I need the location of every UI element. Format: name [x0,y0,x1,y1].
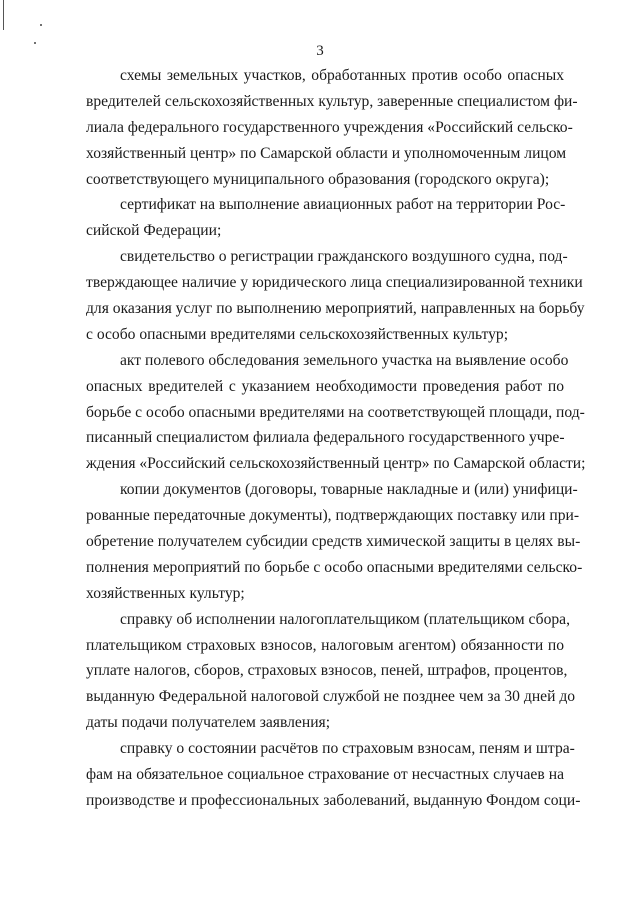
paragraph-line: вредителей сельскохозяйственных культур, заверенные специалистом фи- [86,92,578,110]
paragraph-line: хозяйственный центр» по Самарской области и уполномоченным лицом [86,144,567,162]
paragraph-line: борьбе с особо опасными вредителями на соответствующей площади, под- [86,403,585,421]
paragraph-line: уплате налогов, сборов, страховых взносов, пеней, штрафов, процентов, [86,662,568,680]
paragraph [86,607,576,736]
paragraph-line: с особо опасными вредителями сельскохозяйственных культур; [86,325,509,343]
paragraph-line: сертификат на выполнение авиационных работ на территории Рос- [120,196,566,214]
paragraph-line: лиала федерального государственного учреждения «Российский сельско- [86,118,573,136]
paragraph-line: обретение получателем субсидии средств химической защиты в целях вы- [86,533,581,551]
paragraph [86,477,583,606]
paragraph-line: ждения «Российский сельскохозяйственный центр» по Самарской области; [86,455,586,473]
paragraph-line: акт полевого обследования земельного участка на выявление особо [120,351,569,369]
paragraph-line: хозяйственных культур; [86,584,245,602]
paragraph-line: производстве и профессиональных заболеваний, выданную Фондом соци- [86,791,581,809]
paragraph [86,348,586,477]
paragraph-line: свидетельство о регистрации гражданского воздушного судна, под- [120,248,568,266]
paragraph-line: плательщиком страховых взносов, налоговым агентом) обязанности по [86,636,564,654]
paragraph-line: писанный специалистом филиала федерального государственного учре- [86,429,565,447]
paragraph-line: выданную Федеральной налоговой службой не позднее чем за 30 дней до [86,688,576,706]
paragraph-line: тверждающее наличие у юридического лица специализированной техники [86,274,583,292]
scan-edge-mark [3,0,4,30]
paragraph [86,736,581,814]
paragraph-line: опасных вредителей с указанием необходимости проведения работ по [86,377,564,395]
paragraph [86,192,564,244]
scan-speck [40,24,42,26]
paragraph [86,63,578,192]
paragraph-line: справку о состоянии расчётов по страховым взносам, пеням и штра- [120,740,575,758]
paragraph [86,244,585,348]
paragraph-line: рованные передаточные документы), подтверждающих поставку или при- [86,507,580,525]
paragraph-line: копии документов (договоры, товарные накладные и (или) унифици- [120,481,578,499]
paragraph-line: соответствующего муниципального образования (городского округа); [86,170,550,188]
paragraph-line: справку об исполнении налогоплательщиком (плательщиком сбора, [120,610,571,628]
paragraph-line: даты подачи получателем заявления; [86,714,331,732]
paragraph-line: полнения мероприятий по борьбе с особо опасными вредителями сельско- [86,558,583,576]
paragraph-line: схемы земельных участков, обработанных против особо опасных [120,67,564,84]
paragraph-line: фам на обязательное социальное страхование от несчастных случаев на [86,766,564,784]
document-body [86,63,586,814]
paragraph-line: сийской Федерации; [86,222,222,240]
paragraph-line: для оказания услуг по выполнению мероприятий, направленных на борьбу [86,300,585,318]
page-number: 3 [316,43,324,59]
